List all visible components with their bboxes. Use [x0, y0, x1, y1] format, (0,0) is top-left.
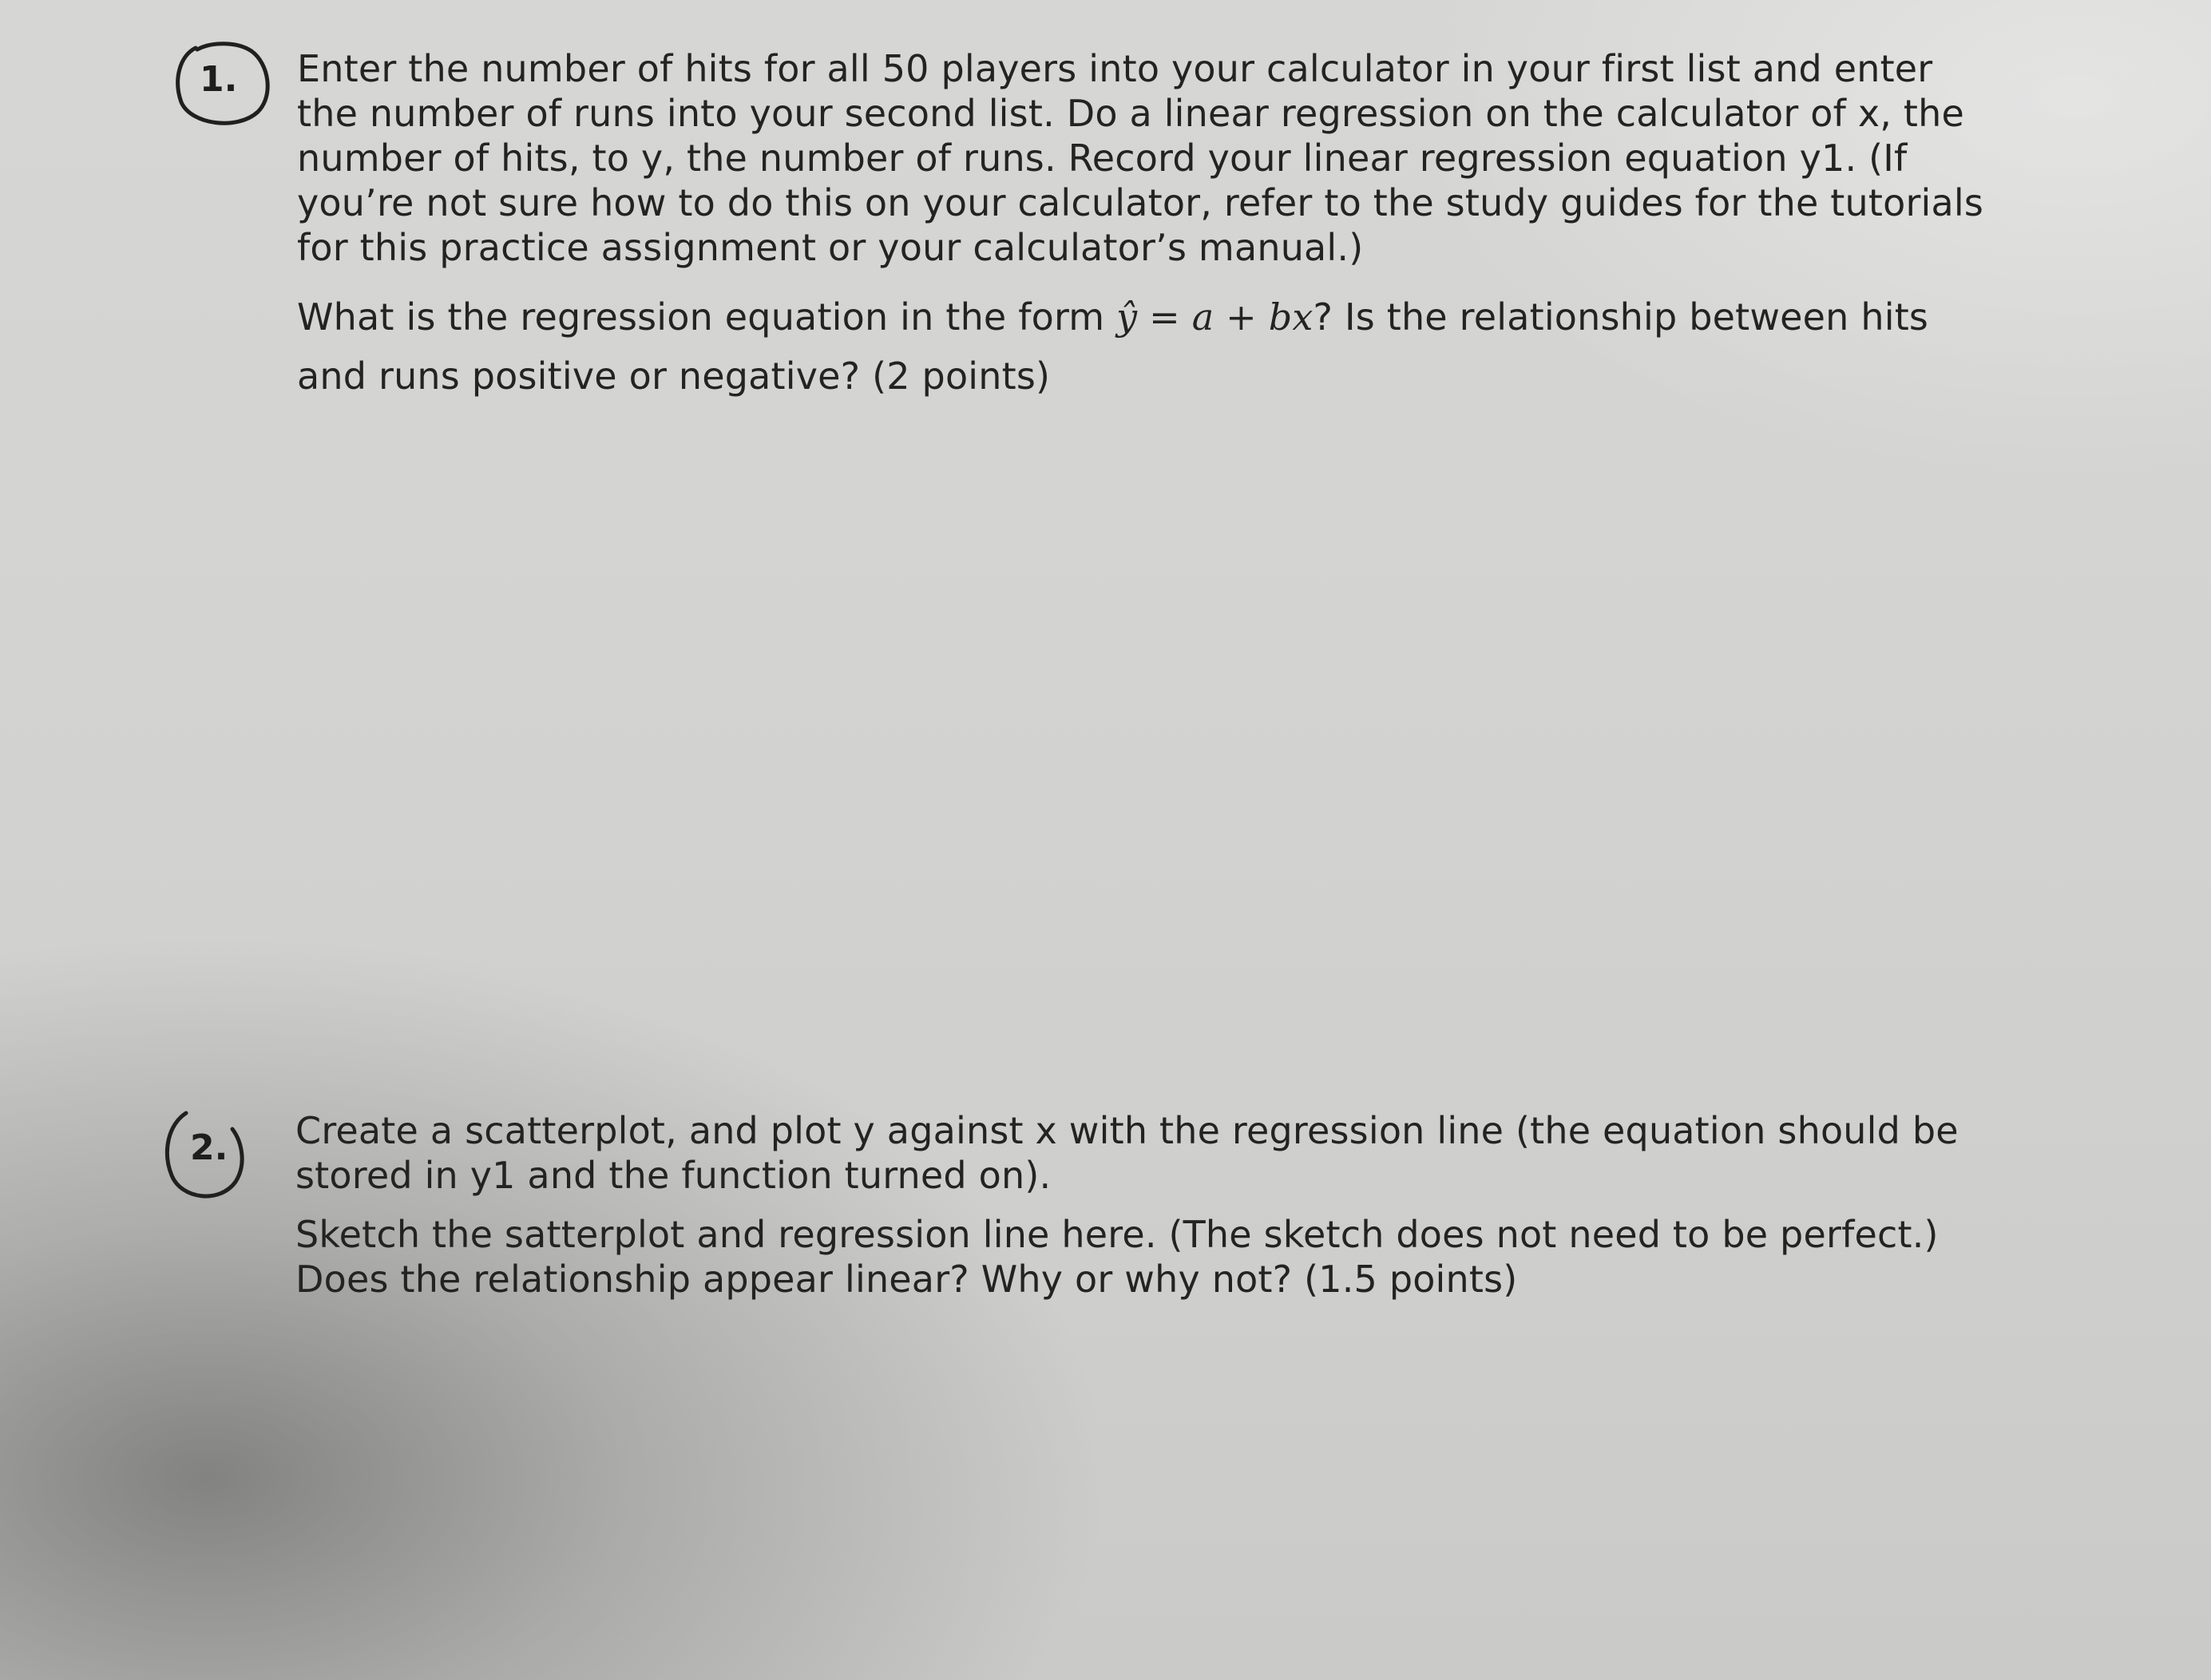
- question-1-number: 1.: [200, 59, 238, 100]
- question-2-number: 2.: [190, 1127, 228, 1168]
- question-1-prompt-end: ? Is the relationship between hits and runs positive or negative? (2 points): [297, 295, 1929, 398]
- question-2: [295, 1108, 1988, 1302]
- question-1: [297, 46, 1990, 406]
- question-1-prompt: [297, 287, 1990, 406]
- question-1-prompt-start: What is the regression equation in the form: [297, 295, 1105, 339]
- question-2-instructions: Create a scatterplot, and plot y against x with the regression line (the equation should be stored in y1 and the function turned on).: [295, 1109, 1959, 1197]
- regression-equation-form: ŷ = a + bx: [1116, 295, 1314, 339]
- question-2-prompt: Sketch the satterplot and regression line here. (The sketch does not need to be perfect.) Does the relationship appear linear? Why or why not? (1.5 points): [295, 1213, 1939, 1301]
- question-1-instructions: Enter the number of hits for all 50 players into your calculator in your first list and enter the number of runs into your second list. Do a linear regression on the calculator of x, the number of hits, to y, the number of runs. Record your linear regression equation y1. (If you’re not sure how to do this on your calculator, refer to the study guides for the tutorials for this practice assignment or your calculator’s manual.): [297, 47, 1984, 269]
